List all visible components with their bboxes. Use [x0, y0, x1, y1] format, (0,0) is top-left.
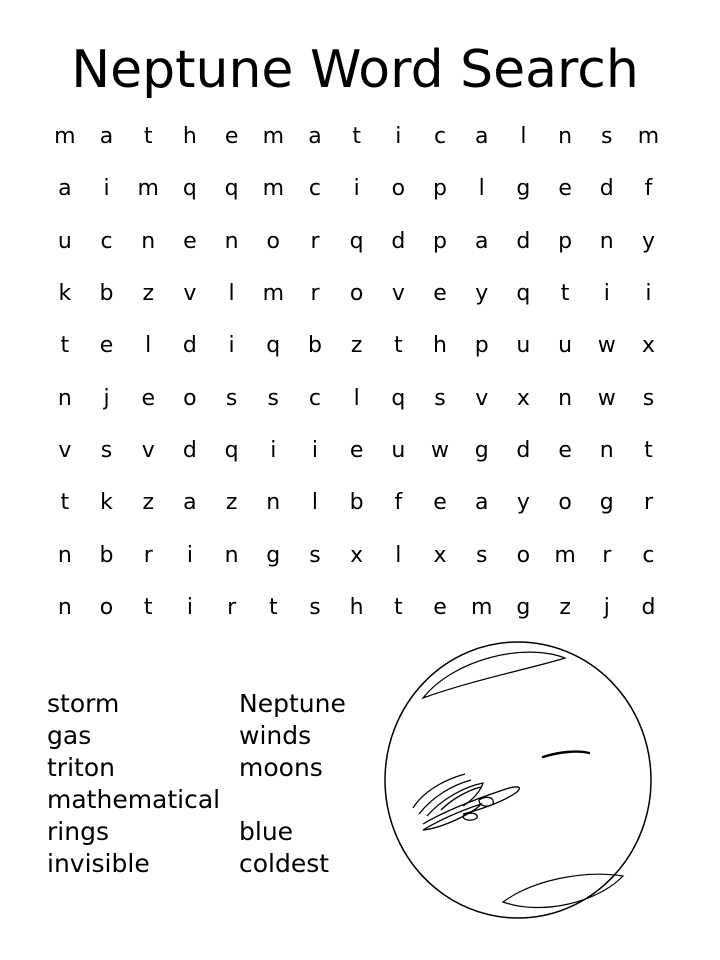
- grid-letter: d: [599, 176, 614, 202]
- grid-letter: g: [599, 490, 614, 516]
- grid-letter: o: [183, 385, 197, 411]
- grid-letter: x: [433, 542, 447, 568]
- grid-letter: d: [182, 333, 197, 359]
- grid-letter: f: [394, 490, 403, 516]
- grid-letter: u: [558, 333, 573, 359]
- grid-letter: i: [395, 124, 402, 150]
- grid-letter: i: [311, 437, 319, 463]
- word-list-item: moons: [239, 753, 323, 782]
- grid-letter: o: [516, 542, 531, 568]
- grid-letter: g: [266, 542, 281, 568]
- grid-letter: q: [266, 333, 281, 359]
- grid-letter: c: [100, 228, 113, 254]
- grid-letter: c: [433, 124, 447, 150]
- planet-outline: [385, 642, 651, 918]
- grid-letter: l: [228, 281, 235, 307]
- grid-letter: e: [558, 176, 572, 202]
- grid-letter: l: [311, 490, 319, 516]
- grid-letter: h: [349, 594, 364, 620]
- grid-letter: s: [309, 594, 321, 620]
- grid-letter: r: [602, 542, 612, 568]
- grid-letter: h: [182, 124, 197, 150]
- grid-letter: z: [142, 281, 154, 307]
- grid-letter: r: [227, 594, 237, 620]
- grid-letter: v: [183, 281, 197, 307]
- grid-letter: q: [391, 385, 406, 411]
- grid-letter: t: [143, 594, 153, 620]
- grid-letter: t: [394, 594, 403, 620]
- grid-letter: m: [554, 542, 576, 568]
- grid-letter: i: [603, 281, 610, 307]
- grid-letter: a: [308, 124, 322, 150]
- grid-letter: i: [645, 281, 652, 307]
- grid-letter: r: [310, 281, 320, 307]
- grid-letter: j: [103, 385, 110, 411]
- grid-letter: e: [99, 333, 114, 359]
- grid-letter: s: [475, 542, 488, 568]
- word-list-item: mathematical: [47, 785, 221, 814]
- grid-letter: p: [433, 228, 448, 254]
- grid-letter: h: [433, 333, 447, 359]
- grid-letter: y: [516, 490, 530, 516]
- word-list-item: triton: [47, 753, 115, 782]
- grid-letter: v: [475, 385, 489, 411]
- grid-letter: e: [558, 437, 572, 463]
- grid-letter: l: [353, 385, 360, 411]
- grid-letter: t: [560, 281, 570, 307]
- grid-letter: c: [642, 542, 655, 568]
- grid-letter: o: [391, 176, 406, 202]
- grid-letter: r: [643, 490, 653, 516]
- grid-letter: s: [267, 385, 280, 411]
- grid-letter: m: [262, 124, 284, 150]
- grid-letter: t: [352, 124, 361, 150]
- grid-letter: t: [143, 124, 153, 150]
- grid-letter: u: [516, 333, 531, 359]
- grid-letter: m: [54, 124, 76, 150]
- grid-letter: t: [60, 490, 70, 516]
- grid-letter: p: [558, 228, 573, 254]
- grid-letter: a: [474, 124, 489, 150]
- grid-letter: e: [433, 490, 447, 516]
- grid-letter: z: [559, 594, 571, 620]
- grid-letter: a: [99, 124, 114, 150]
- grid-letter: x: [516, 385, 530, 411]
- grid-letter: s: [601, 124, 613, 150]
- grid-letter: n: [224, 228, 239, 254]
- grid-letter: t: [644, 437, 653, 463]
- grid-letter: u: [57, 228, 72, 254]
- grid-letter: w: [597, 385, 616, 411]
- grid-letter: q: [224, 176, 239, 202]
- grid-letter: e: [433, 281, 447, 307]
- grid-letter: q: [182, 176, 197, 202]
- grid-letter: q: [349, 228, 364, 254]
- grid-letter: n: [141, 228, 156, 254]
- word-list-column-2: [239, 688, 346, 880]
- grid-letter: u: [391, 437, 406, 463]
- grid-letter: b: [99, 542, 114, 568]
- grid-letter: i: [186, 542, 193, 568]
- grid-letter: b: [307, 333, 322, 359]
- grid-letter: g: [474, 437, 489, 463]
- grid-letter: i: [103, 176, 110, 202]
- grid-letter: v: [58, 437, 72, 463]
- grid-letter: c: [308, 385, 322, 411]
- grid-letter: g: [516, 176, 531, 202]
- grid-letter: r: [143, 542, 153, 568]
- grid-letter: m: [262, 281, 284, 307]
- grid-letter: p: [433, 176, 448, 202]
- grid-letter: y: [641, 228, 655, 254]
- neptune-illustration: [383, 640, 653, 930]
- grid-letter: w: [431, 437, 450, 463]
- grid-letter: i: [270, 437, 277, 463]
- grid-letter: b: [349, 490, 364, 516]
- grid-letter: r: [310, 228, 320, 254]
- grid-letter: a: [58, 176, 72, 202]
- grid-letter: o: [558, 490, 572, 516]
- grid-letter: s: [225, 385, 238, 411]
- grid-letter: a: [183, 490, 197, 516]
- grid-letter: d: [516, 228, 531, 254]
- grid-letter: d: [516, 437, 531, 463]
- word-list-item: Neptune: [239, 689, 346, 718]
- grid-letter: s: [642, 385, 655, 411]
- grid-letter: b: [99, 281, 114, 307]
- grid-letter: m: [137, 176, 159, 202]
- page-title: Neptune Word Search: [71, 40, 639, 100]
- grid-letter: e: [433, 594, 447, 620]
- grid-letter: n: [57, 385, 72, 411]
- grid-letter: t: [394, 333, 403, 359]
- grid-letter: q: [516, 281, 531, 307]
- grid-letter: k: [100, 490, 113, 516]
- word-list-item: coldest: [239, 849, 330, 878]
- word-list-item: [239, 784, 346, 816]
- grid-letter: n: [558, 124, 573, 150]
- grid-letter: e: [224, 124, 239, 150]
- grid-letter: e: [183, 228, 197, 254]
- word-list-item: storm: [47, 689, 120, 718]
- grid-letter: d: [641, 594, 656, 620]
- grid-letter: t: [268, 594, 278, 620]
- grid-letter: z: [225, 490, 238, 516]
- grid-letter: f: [644, 176, 653, 202]
- grid-letter: n: [57, 594, 72, 620]
- grid-letter: m: [471, 594, 493, 620]
- grid-letter: l: [395, 542, 402, 568]
- grid-letter: k: [58, 281, 72, 307]
- grid-letter: n: [599, 437, 614, 463]
- letter-grid: [44, 111, 669, 634]
- grid-letter: o: [99, 594, 114, 620]
- grid-letter: n: [599, 228, 614, 254]
- grid-letter: z: [350, 333, 363, 359]
- word-list-column-1: [47, 688, 220, 880]
- grid-letter: s: [100, 437, 113, 463]
- grid-letter: e: [141, 385, 155, 411]
- grid-letter: a: [474, 228, 489, 254]
- grid-letter: x: [350, 542, 364, 568]
- word-list-item: invisible: [47, 849, 150, 878]
- word-list-item: winds: [239, 721, 312, 750]
- grid-letter: d: [391, 228, 406, 254]
- grid-letter: e: [349, 437, 364, 463]
- grid-letter: l: [478, 176, 485, 202]
- grid-letter: g: [516, 594, 531, 620]
- grid-letter: l: [145, 333, 152, 359]
- grid-letter: n: [224, 542, 239, 568]
- grid-letter: s: [309, 542, 321, 568]
- grid-letter: x: [641, 333, 655, 359]
- grid-letter: n: [266, 490, 281, 516]
- grid-letter: t: [60, 333, 70, 359]
- grid-letter: j: [603, 594, 610, 620]
- grid-letter: v: [391, 281, 405, 307]
- grid-letter: c: [308, 176, 322, 202]
- word-list-item: blue: [239, 817, 294, 846]
- word-list-item: rings: [47, 817, 109, 846]
- grid-letter: p: [474, 333, 489, 359]
- grid-letter: m: [262, 176, 284, 202]
- grid-letter: s: [434, 385, 446, 411]
- grid-letter: q: [224, 437, 239, 463]
- grid-letter: o: [266, 228, 281, 254]
- grid-letter: z: [142, 490, 154, 516]
- grid-letter: l: [520, 124, 527, 150]
- grid-letter: y: [475, 281, 489, 307]
- grid-letter: m: [637, 124, 660, 150]
- grid-letter: w: [597, 333, 616, 359]
- grid-letter: n: [57, 542, 72, 568]
- grid-letter: d: [182, 437, 197, 463]
- grid-letter: v: [141, 437, 155, 463]
- grid-letter: a: [474, 490, 489, 516]
- grid-letter: i: [228, 333, 235, 359]
- grid-letter: i: [353, 176, 360, 202]
- word-list-item: gas: [47, 721, 92, 750]
- grid-letter: n: [558, 385, 573, 411]
- grid-letter: o: [349, 281, 364, 307]
- grid-letter: i: [186, 594, 193, 620]
